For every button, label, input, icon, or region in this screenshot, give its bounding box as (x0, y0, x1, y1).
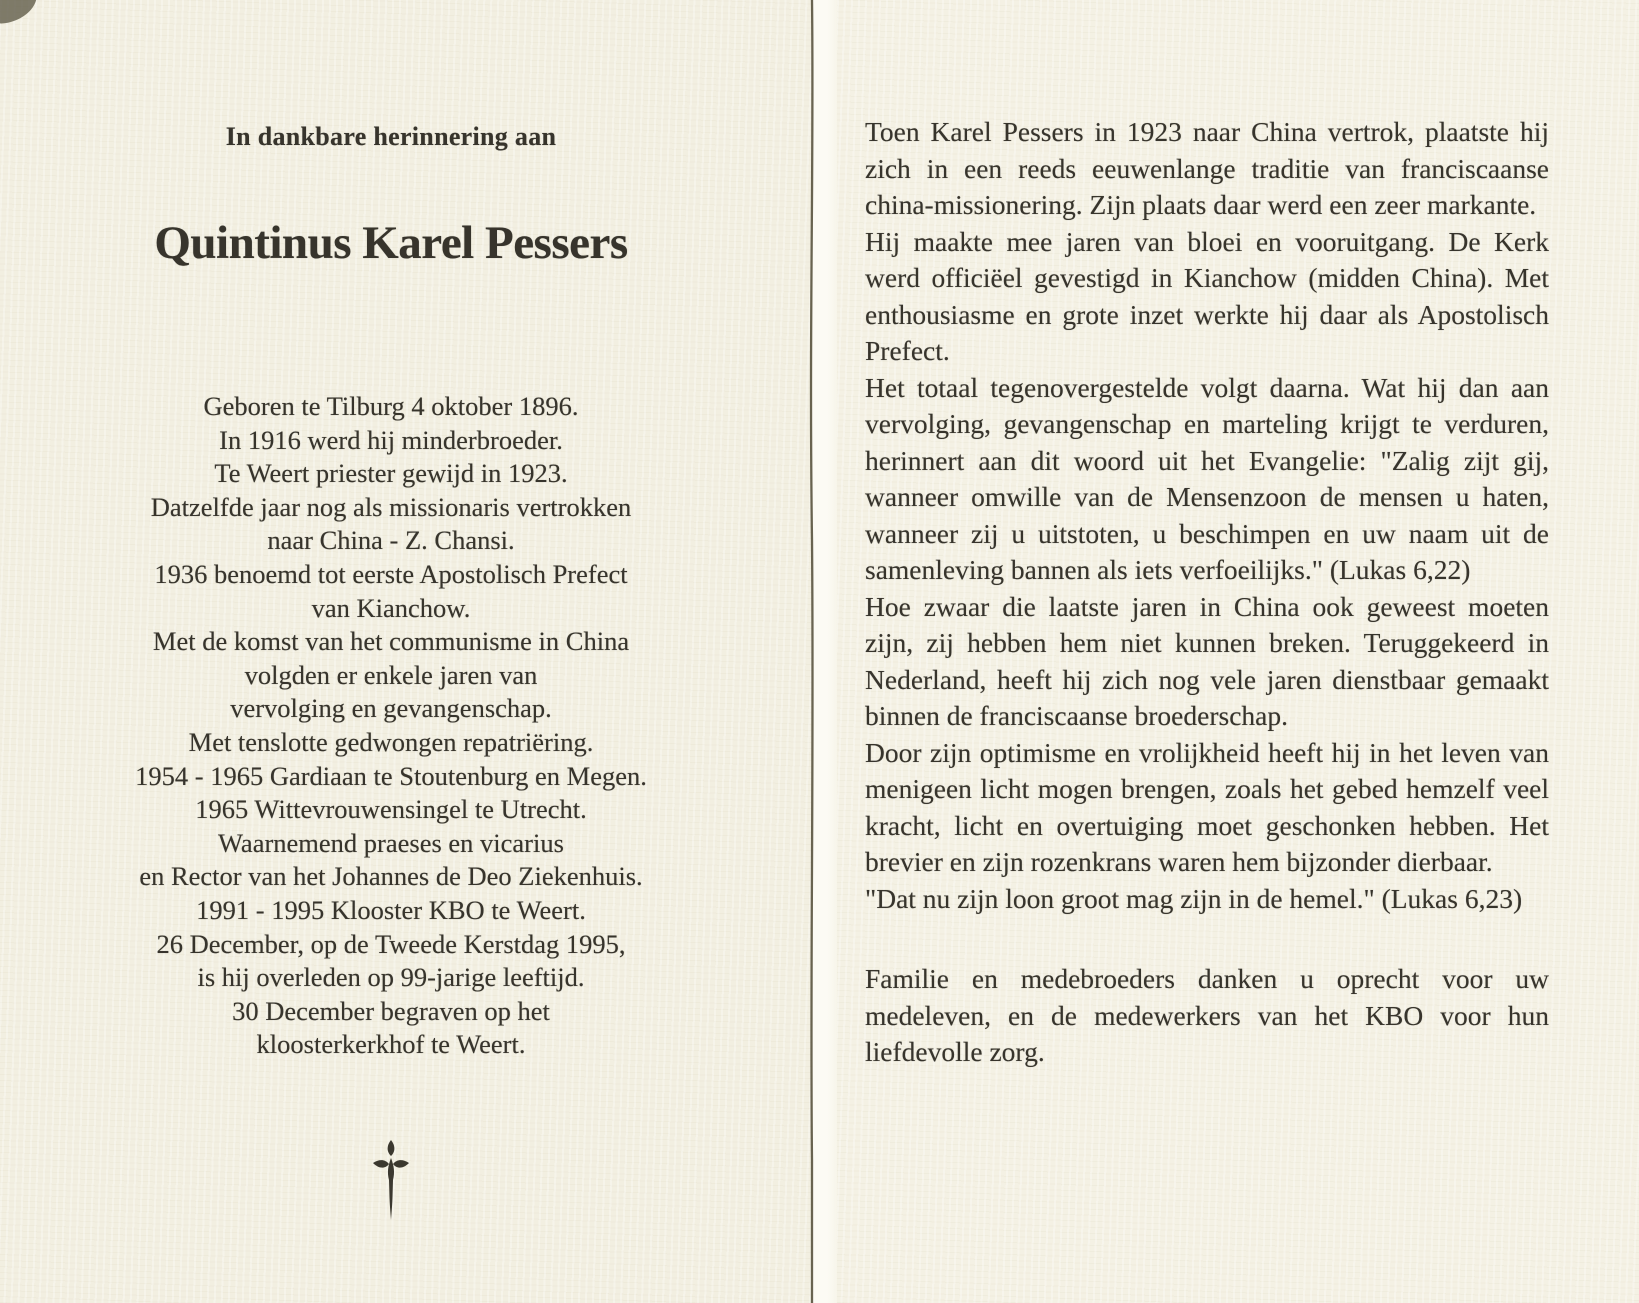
biography-lines (20, 390, 762, 1062)
memorial-paragraph: Het totaal tegenovergestelde volgt daarna. Wat hij dan aan vervolging, gevangenschap en marteling krijgt te verduren, herinnert aan dit woord uit het Evangelie: "Zalig zijt gij, wanneer omwille van de Mensenzoon de mensen u haten, wanneer zij u uitstoten, u beschimpen en uw naam uit de samenleving bannen als iets verfoeilijks." (Lukas 6,22) (865, 371, 1549, 585)
biography-line: Geboren te Tilburg 4 oktober 1896. (203, 391, 579, 421)
biography-line: In 1916 werd hij minderbroeder. (219, 424, 563, 455)
biography-line: Waarnemend praeses en vicarius (218, 827, 564, 858)
left-page-content (0, 0, 782, 1303)
biography-line: 1954 - 1965 Gardiaan te Stoutenburg en Megen. (135, 760, 647, 791)
biography-line: 1936 benoemd tot eerste Apostolisch Prefect (154, 558, 628, 589)
biography-line: 30 December begraven op het (232, 995, 550, 1026)
memorial-paragraph: "Dat nu zijn loon groot mag zijn in de hemel." (Lukas 6,23) (865, 882, 1523, 914)
biography-line: Met de komst van het communisme in China (152, 626, 630, 657)
biography-line: volgden er enkele jaren van (244, 659, 538, 690)
cross-icon (0, 1138, 782, 1227)
biography-line: Met tenslotte gedwongen repatriëring. (188, 726, 594, 757)
memorial-paragraph: Door zijn optimisme en vrolijkheid heeft hij in het leven van menigeen licht mogen brengen, zoals het gebed hemzelf veel kracht, licht en overtuiging moet geschonken hebben. Het brevier en zijn rozenkrans waren hem bijzonder dierbaar. (865, 736, 1549, 877)
biography-line: 1991 - 1995 Klooster KBO te Weert. (196, 894, 586, 925)
fold-line (804, 0, 820, 1303)
biography-line: Te Weert priester gewijd in 1923. (214, 458, 568, 489)
biography-line: 26 December, op de Tweede Kerstdag 1995, (156, 928, 626, 959)
biography-line: is hij overleden op 99-jarige leeftijd. (197, 962, 585, 993)
right-page (837, 0, 1639, 1303)
biography-line: naar China - Z. Chansi. (267, 525, 515, 556)
biography-line: kloosterkerkhof te Weert. (256, 1029, 526, 1060)
memorial-paragraph: Hoe zwaar die laatste jaren in China ook geweest moeten zijn, zij hebben hem niet kunnen breken. Teruggekeerd in Nederland, heeft hij zich nog vele jaren dienstbaar gemaakt binnen de franciscaanse broederschap. (865, 590, 1549, 731)
memorial-paragraph: Toen Karel Pessers in 1923 naar China vertrok, plaatste hij zich in een reeds eeuwenlange traditie van franciscaanse china-missionering. Zijn plaats daar werd een zeer markante. (865, 116, 1549, 220)
biography-line: vervolging en gevangenschap. (230, 693, 552, 724)
memorial-text-paragraphs (865, 114, 1549, 917)
biography-line: Datzelfde jaar nog als missionaris vertrokken (150, 491, 632, 522)
biography-line: 1965 Wittevrouwensingel te Utrecht. (195, 794, 587, 825)
closing-paragraph: Familie en medebroeders danken u oprecht voor uw medeleven, en de medewerkers van het KBO voor hun liefdevolle zorg. (865, 963, 1549, 1067)
biography-line: en Rector van het Johannes de Deo Ziekenhuis. (139, 861, 643, 892)
memorial-intro-line: In dankbare herinnering aan (225, 122, 557, 151)
deceased-name: Quintinus Karel Pessers (154, 217, 628, 269)
right-page-content (865, 114, 1549, 1071)
memorial-paragraph: Hij maakte mee jaren van bloei en vooruitgang. De Kerk werd officiëel gevestigd in Kianchow (midden China). Met enthousiasme en grote inzet werkte hij daar als Apostolisch Prefect. (865, 225, 1549, 366)
left-page (0, 0, 812, 1303)
biography-line: van Kianchow. (311, 592, 471, 623)
